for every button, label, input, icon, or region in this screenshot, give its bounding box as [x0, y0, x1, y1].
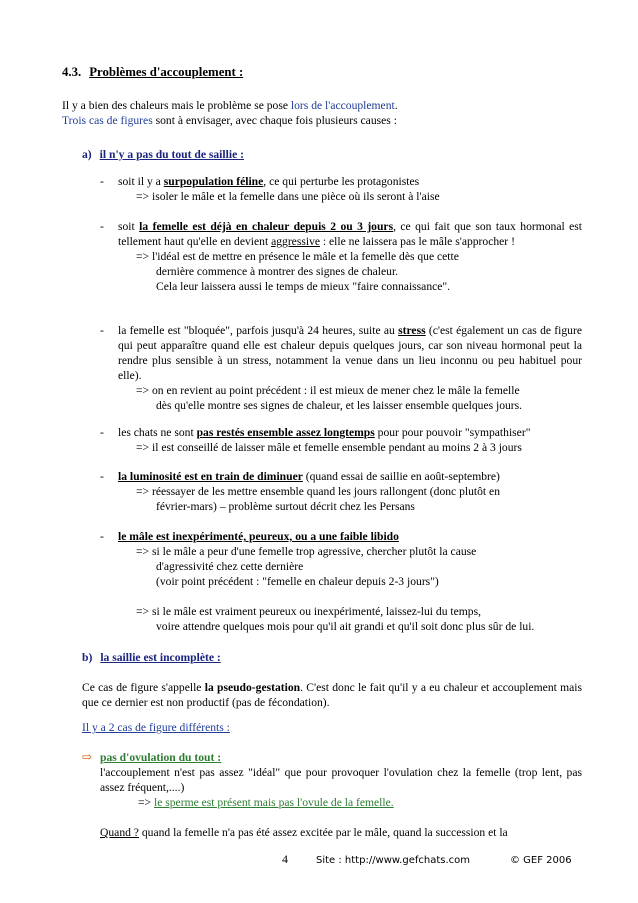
- item-remedy: => réessayer de les mettre ensemble quand les jours rallongent (donc plutôt en: [136, 485, 500, 498]
- item-text: (quand essai de saillie en août-septembre): [302, 470, 500, 483]
- item-key-term: aggressive: [271, 235, 321, 248]
- item-remedy: => l'idéal est de mettre en présence le mâle et la femelle dès que cette: [136, 250, 459, 263]
- item-text: , ce qui perturbe les protagonistes: [263, 175, 420, 188]
- page-number: 4: [282, 852, 288, 866]
- item-key-term: la luminosité est en train de diminuer: [118, 470, 303, 483]
- item-text: la femelle est "bloquée", parfois jusqu'à 24 heures, suite au: [118, 324, 399, 337]
- list-item: [118, 425, 582, 455]
- list-item: [118, 174, 582, 204]
- item-text: (c'est également un cas de figure qui peut apparaître quand elle est chaleur depuis quelques jours, car son niveau hormonal peut la rendre plus sensible à un stress, notamment la venue dans un lieu inconnu ou peu habituel pour elle).: [118, 324, 582, 382]
- subsection-title: il n'y a pas du tout de saillie :: [99, 148, 244, 161]
- item-key-term: stress: [398, 324, 426, 337]
- footer-copyright: © GEF 2006: [510, 855, 572, 866]
- intro-text: Il y a bien des chaleurs mais le problème se pose: [62, 99, 291, 112]
- section-heading: [62, 65, 243, 80]
- when-line: [100, 825, 582, 840]
- list-dash: -: [100, 530, 104, 543]
- list-dash: -: [100, 426, 104, 439]
- intro-highlight: Trois cas de figures: [62, 114, 153, 127]
- list-dash: -: [100, 324, 104, 337]
- intro-line-1: [62, 98, 582, 113]
- when-label: Quand ?: [100, 826, 139, 839]
- item-text: pour pour pouvoir "sympathiser": [374, 426, 531, 439]
- intro-text: .: [394, 99, 398, 112]
- item-text: : elle ne laissera pas le mâle s'approcher !: [320, 235, 515, 248]
- list-dash: -: [100, 470, 104, 483]
- paragraph-text: . C'est donc le fait qu'il y a eu chaleur et accouplement mais que ce dernier est non productif (pas de fécondation).: [82, 681, 583, 709]
- case-text: l'accouplement n'est pas assez "idéal" que pour provoquer l'ovulation chez la femelle (trop lent, pas assez fréquent,....): [100, 766, 582, 794]
- heading-number: 4.3.: [62, 65, 82, 79]
- case-title: pas d'ovulation du tout :: [100, 751, 222, 764]
- item-remedy: dès qu'elle montre ses signes de chaleur, et les laisser ensemble quelques jours.: [156, 399, 523, 412]
- paragraph-text: Ce cas de figure s'appelle: [82, 681, 205, 694]
- item-text: , ce qui fait que son taux hormonal est tellement haut qu'elle en devient: [118, 220, 582, 248]
- two-cases-label: Il y a 2 cas de figure différents :: [82, 721, 230, 734]
- item-remedy: voire attendre quelques mois pour qu'il ait grandi et qu'il soit donc plus sûr de lui.: [156, 620, 535, 633]
- item-remedy: (voir point précédent : "femelle en chaleur depuis 2-3 jours"): [156, 575, 439, 588]
- item-text: soit: [118, 220, 140, 233]
- item-remedy: => si le mâle a peur d'une femelle trop agressive, chercher plutôt la cause: [136, 545, 477, 558]
- subsection-title: la saillie est incomplète :: [100, 651, 221, 664]
- list-item: [118, 219, 582, 294]
- item-remedy: => on en revient au point précédent : il est mieux de mener chez le mâle la femelle: [136, 384, 520, 397]
- item-key-term: la femelle est déjà en chaleur depuis 2 ou 3 jours: [139, 220, 394, 233]
- list-item: [118, 323, 582, 413]
- paragraph-key-term: la pseudo-gestation: [204, 681, 301, 694]
- item-key-term: surpopulation féline: [163, 175, 264, 188]
- pseudo-gestation-paragraph: [82, 680, 582, 710]
- subsection-letter: b): [82, 651, 93, 664]
- item-text: soit il y a: [118, 175, 164, 188]
- no-ovulation-case: [82, 750, 582, 810]
- item-remedy: février-mars) – problème surtout décrit chez les Persans: [156, 500, 415, 513]
- subsection-b-heading: [82, 650, 221, 665]
- intro-line-2: [62, 113, 582, 128]
- item-key-term: pas restés ensemble assez longtemps: [196, 426, 375, 439]
- item-remedy: => isoler le mâle et la femelle dans une pièce où ils seront à l'aise: [136, 190, 440, 203]
- item-remedy: Cela leur laissera aussi le temps de mieux "faire connaissance".: [156, 280, 451, 293]
- item-key-term: le mâle est inexpérimenté, peureux, ou a une faible libido: [118, 530, 399, 543]
- item-remedy: => il est conseillé de laisser mâle et femelle ensemble pendant au moins 2 à 3 jours: [136, 441, 522, 454]
- intro-paragraph: [62, 98, 582, 128]
- heading-title: Problèmes d'accouplement :: [89, 65, 244, 79]
- list-dash: -: [100, 220, 104, 233]
- subsection-a-heading: [82, 147, 244, 162]
- list-item: [118, 529, 582, 634]
- item-text: les chats ne sont: [118, 426, 197, 439]
- item-remedy: dernière commence à montrer des signes de chaleur.: [156, 265, 399, 278]
- when-text: quand la femelle n'a pas été assez excitée par le mâle, quand la succession et la: [138, 826, 508, 839]
- footer-site: Site : http://www.gefchats.com: [316, 855, 471, 866]
- intro-highlight: lors de l'accouplement: [290, 99, 395, 112]
- list-item: [118, 469, 582, 514]
- subsection-letter: a): [82, 148, 92, 161]
- list-dash: -: [100, 175, 104, 188]
- case-arrow: =>: [138, 796, 154, 809]
- item-remedy: => si le mâle est vraiment peureux ou inexpérimenté, laissez-lui du temps,: [136, 605, 482, 618]
- item-remedy: d'agressivité chez cette dernière: [156, 560, 304, 573]
- case-result: le sperme est présent mais pas l'ovule de la femelle.: [153, 796, 394, 809]
- hollow-arrow-right-icon: ⇨: [82, 750, 93, 764]
- intro-text: sont à envisager, avec chaque fois plusieurs causes :: [152, 114, 397, 127]
